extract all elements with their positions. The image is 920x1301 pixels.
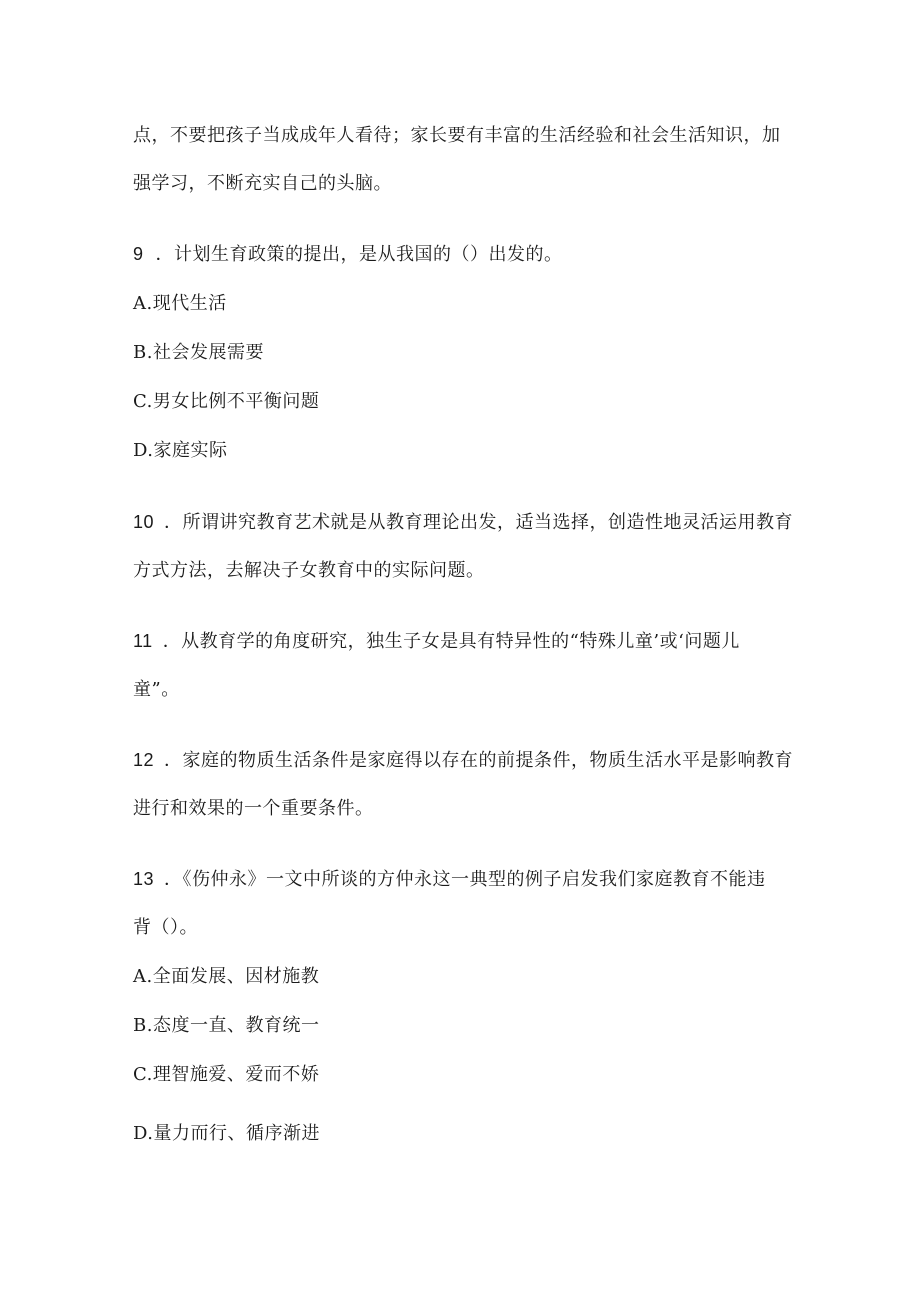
question-11-line-2: 童”。	[133, 679, 180, 700]
question-10-text: ．所谓讲究教育艺术就是从教育理论出发，适当选择，创造性地灵活运用教育	[164, 512, 794, 533]
question-12-text: ．家庭的物质生活条件是家庭得以存在的前提条件，物质生活水平是影响教育	[164, 750, 794, 771]
question-9	[133, 242, 563, 267]
question-10-line-1	[133, 510, 793, 535]
question-9-option-c: C.男女比例不平衡问题	[133, 391, 320, 412]
question-13-line-2: 背（）。	[133, 917, 198, 938]
question-9-text: ．计划生育政策的提出，是从我国的（）出发的。	[155, 244, 563, 265]
question-9-number: 9	[133, 244, 144, 264]
question-13-number: 13	[133, 869, 155, 889]
question-13-option-d: D.量力而行、循序渐进	[133, 1123, 321, 1144]
question-12-line-1	[133, 748, 793, 773]
question-12-line-2: 进行和效果的一个重要条件。	[133, 798, 374, 819]
intro-line-1: 点，不要把孩子当成成年人看待；家长要有丰富的生活经验和社会生活知识，加	[133, 125, 781, 146]
question-10-number: 10	[133, 512, 155, 532]
question-13-text: ．《伤仲永》一文中所谈的方仲永这一典型的例子启发我们家庭教育不能违	[164, 869, 766, 890]
question-11-line-1	[133, 629, 740, 654]
question-12-number: 12	[133, 750, 155, 770]
question-9-option-b: B.社会发展需要	[133, 342, 264, 363]
question-10-line-2: 方式方法，去解决子女教育中的实际问题。	[133, 560, 485, 581]
question-11-number: 11	[133, 631, 153, 651]
question-11-text: ．从教育学的角度研究，独生子女是具有特异性的“特殊儿童’或‘问题儿	[162, 631, 740, 652]
question-9-option-a: A.现代生活	[133, 293, 227, 314]
question-13-option-a: A.全面发展、因材施教	[133, 966, 320, 987]
question-13-option-b: B.态度一直、教育统一	[133, 1015, 320, 1036]
question-13-line-1	[133, 867, 766, 892]
intro-line-2: 强学习，不断充实自己的头脑。	[133, 173, 392, 194]
question-13-option-c: C.理智施爱、爱而不娇	[133, 1064, 320, 1085]
question-9-option-d: D.家庭实际	[133, 440, 228, 461]
